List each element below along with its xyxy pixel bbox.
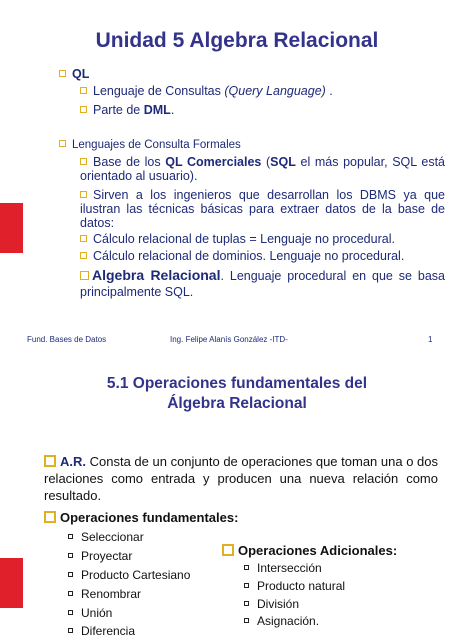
bullet-box-icon	[59, 70, 66, 77]
small-square-bullet-icon	[68, 610, 73, 615]
slide-1-title: Unidad 5 Algebra Relacional	[95, 29, 379, 52]
red-accent-bar	[0, 558, 23, 608]
footer-course: Fund. Bases de Datos	[27, 335, 107, 344]
adicionales-heading: Operaciones Adicionales:	[222, 542, 397, 559]
bullet-box-icon	[80, 252, 87, 259]
algebra-relacional-item: Algebra Relacional. Lenguaje procedural en que se basa principalmente SQL.	[80, 267, 445, 299]
slide-2-title-line-2: Álgebra Relacional	[167, 395, 307, 412]
small-square-bullet-icon	[68, 572, 73, 577]
ql-item-1: Lenguaje de Consultas (Query Language) .	[80, 84, 333, 99]
fundamental-op-item: Renombrar	[68, 587, 141, 602]
small-square-bullet-icon	[244, 618, 249, 623]
base-ql-item: Base de los QL Comerciales (SQL el más popular, SQL está orientado al usuario).	[80, 155, 446, 183]
bullet-box-icon	[222, 544, 234, 556]
fundamental-op-item: Producto Cartesiano	[68, 568, 190, 583]
bullet-box-icon	[80, 87, 87, 94]
fundamental-op-item: Seleccionar	[68, 530, 144, 545]
small-square-bullet-icon	[68, 591, 73, 596]
fundamental-op-item: Unión	[68, 606, 112, 621]
bullet-box-icon	[59, 140, 66, 147]
adicional-op-item: Producto natural	[244, 579, 345, 594]
small-square-bullet-icon	[68, 553, 73, 558]
bullet-box-icon	[44, 455, 56, 467]
slide-2-title-line-1: 5.1 Operaciones fundamentales del	[106, 375, 368, 392]
footer-author: Ing. Felipe Alanís González -ITD-	[170, 335, 288, 344]
small-square-bullet-icon	[244, 565, 249, 570]
red-accent-bar	[0, 203, 23, 253]
calculo-tuplas-item: Cálculo relacional de tuplas = Lenguaje no procedural.	[80, 232, 395, 247]
ar-definition: A.R. Consta de un conjunto de operaciones que toman una o dos relaciones como entrada y producen una nueva relación como resultado.	[44, 454, 438, 503]
adicional-op-item: Intersección	[244, 561, 322, 576]
fundamental-op-item: Proyectar	[68, 549, 132, 564]
ql-item-2: Parte de DML.	[80, 103, 174, 118]
footer-page-number: 1	[428, 335, 433, 344]
small-square-bullet-icon	[68, 534, 73, 539]
fundamental-op-item: Diferencia	[68, 624, 135, 639]
small-square-bullet-icon	[244, 601, 249, 606]
bullet-box-icon	[80, 271, 89, 280]
bullet-box-icon	[80, 158, 87, 165]
bullet-box-icon	[80, 106, 87, 113]
adicional-op-item: División	[244, 597, 299, 612]
adicional-op-item: Asignación.	[244, 614, 319, 629]
sirven-item: Sirven a los ingenieros que desarrollan los DBMS ya que ilustran las técnicas básicas para extraer datos de la base de datos:	[80, 188, 445, 230]
formales-heading: Lenguajes de Consulta Formales	[59, 138, 241, 153]
ql-heading: QL	[59, 67, 89, 82]
slide-2	[0, 360, 474, 638]
calculo-dominios-item: Cálculo relacional de dominios. Lenguaje no procedural.	[80, 249, 404, 264]
bullet-box-icon	[80, 191, 87, 198]
bullet-box-icon	[80, 235, 87, 242]
small-square-bullet-icon	[244, 583, 249, 588]
bullet-box-icon	[44, 511, 56, 523]
fundamentales-heading: Operaciones fundamentales:	[44, 509, 238, 526]
small-square-bullet-icon	[68, 628, 73, 633]
